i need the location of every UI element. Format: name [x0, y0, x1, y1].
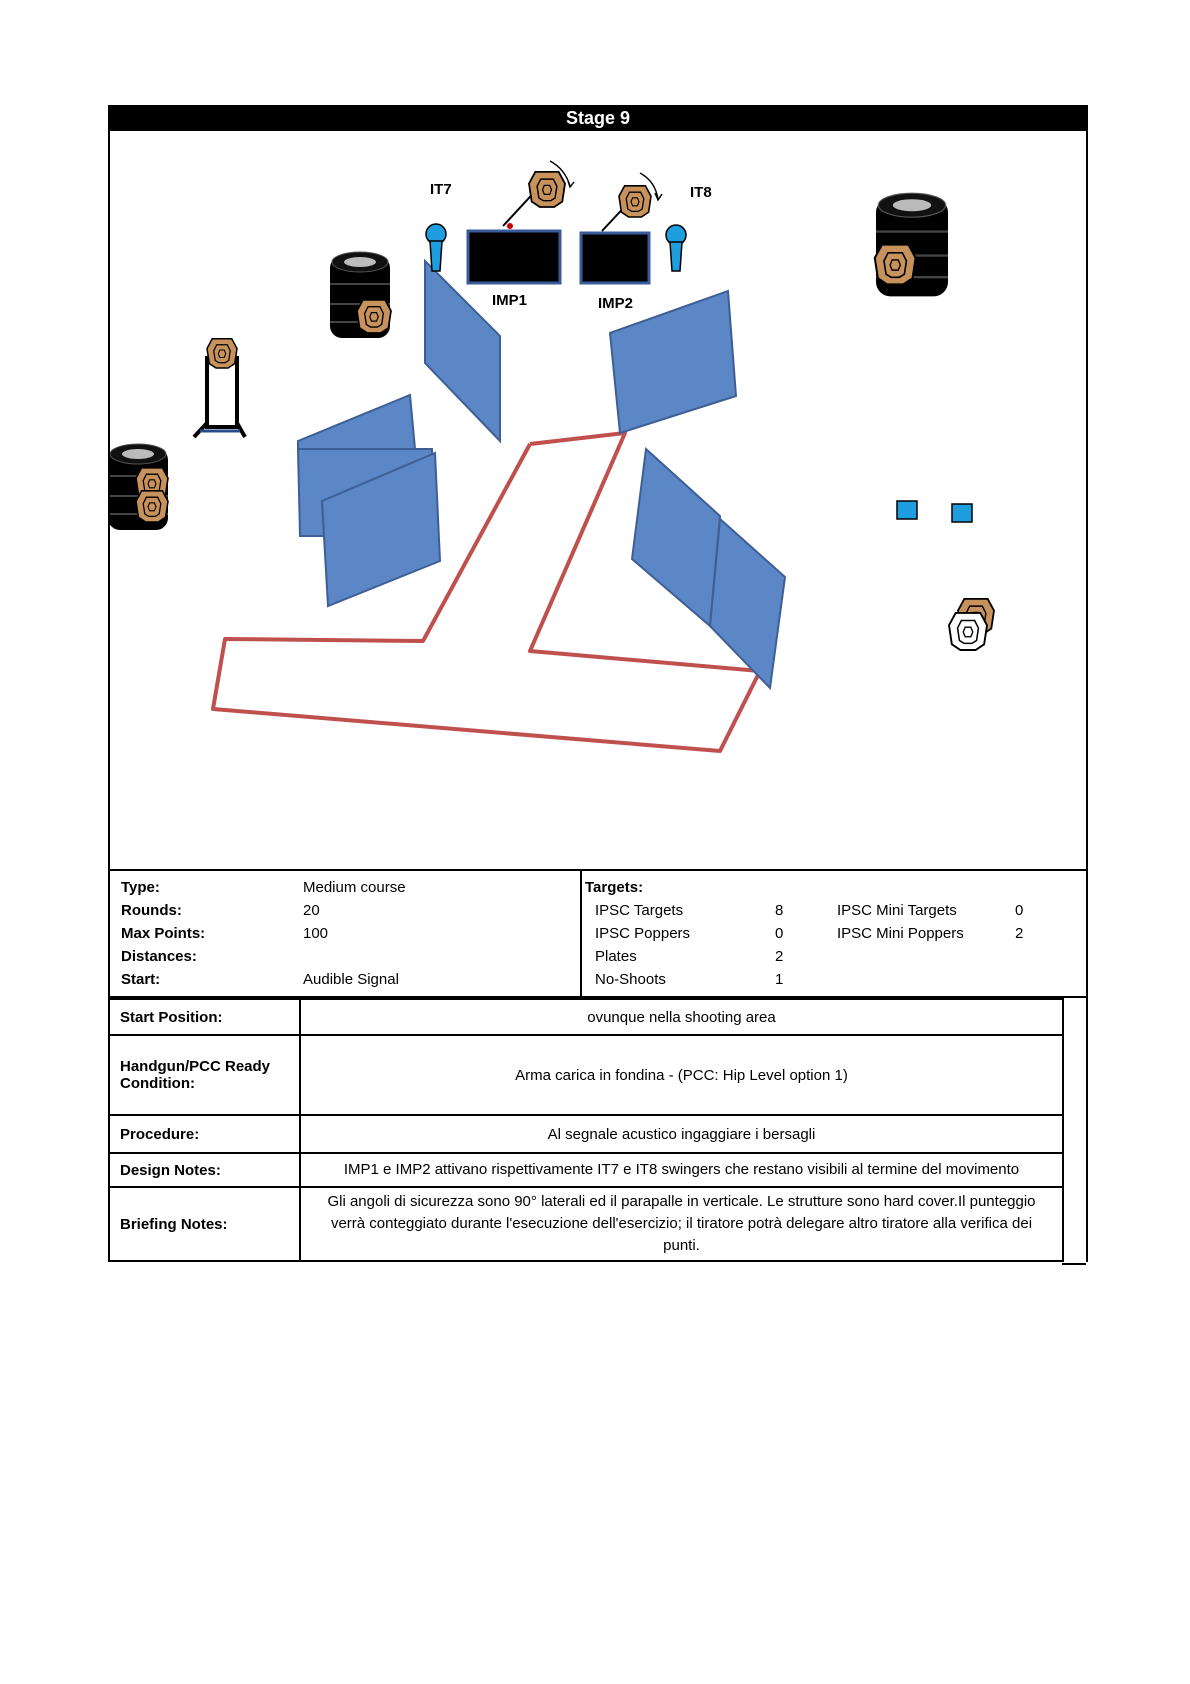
notes-row [109, 1115, 1063, 1153]
ipsc-targets-value: 8 [775, 902, 784, 919]
wall-panel [710, 519, 785, 688]
label-it7: IT7 [430, 181, 452, 198]
rounds-label: Rounds: [121, 902, 182, 919]
ipsc-targets-label: IPSC Targets [595, 902, 684, 919]
targets-label: Targets: [585, 879, 644, 896]
design-notes-value: IMP1 e IMP2 attivano rispettivamente IT7 e IT8 swingers che restano visibili al termine del movimento [300, 1153, 1063, 1187]
type-label: Type: [121, 879, 160, 896]
notes-row [109, 1035, 1063, 1115]
stage-notes [108, 998, 1088, 1262]
noshoots-label: No-Shoots [595, 971, 666, 988]
ipsc-poppers-label: IPSC Poppers [595, 925, 691, 942]
wall-panel [298, 395, 415, 449]
target-noshoot-icon [949, 599, 994, 650]
ipsc-poppers-value: 0 [775, 925, 784, 942]
label-imp2: IMP2 [598, 295, 634, 312]
distances-label: Distances: [121, 948, 197, 965]
procedure-value: Al segnale acustico ingaggiare i bersagli [300, 1115, 1063, 1153]
notes-row [109, 999, 1063, 1035]
briefing-notes-value: Gli angoli di sicurezza sono 90° laterali ed il parapalle in verticale. Le strutture sono hard cover.Il punteggio verrà conteggiato durante l'esecuzione dell'esercizio; il tiratore potrà delegare altro tiratore alla verifica dei punti. [300, 1187, 1063, 1261]
barrel-target-icon [875, 193, 948, 296]
noshoots-value: 1 [775, 971, 784, 988]
imp1-box [468, 231, 560, 283]
barrel-target-icon [330, 252, 391, 338]
start-value: Audible Signal [303, 971, 399, 988]
barrel-target-icon [110, 444, 168, 530]
briefing-notes-label: Briefing Notes: [109, 1187, 300, 1261]
type-value: Medium course [303, 879, 406, 896]
start-position-value: ovunque nella shooting area [300, 999, 1063, 1035]
mini-popper-icon [666, 225, 686, 271]
label-it8: IT8 [690, 184, 712, 201]
mini-targets-label: IPSC Mini Targets [837, 902, 957, 919]
stage-info [108, 871, 1088, 998]
stand-target-icon [194, 339, 245, 437]
wall-panel [425, 261, 500, 441]
maxpoints-value: 100 [303, 925, 329, 942]
maxpoints-label: Max Points: [121, 925, 206, 942]
mini-targets-value: 0 [1015, 902, 1024, 919]
design-notes-label: Design Notes: [109, 1153, 300, 1187]
plate-icon [952, 504, 972, 522]
ready-condition-value: Arma carica in fondina - (PCC: Hip Level option 1) [300, 1035, 1063, 1115]
plates-value: 2 [775, 948, 784, 965]
label-imp1: IMP1 [492, 292, 528, 309]
imp2-box [581, 233, 649, 283]
procedure-label: Procedure: [109, 1115, 300, 1153]
wall-panel [632, 449, 720, 626]
mini-poppers-value: 2 [1015, 925, 1024, 942]
notes-row [109, 1187, 1063, 1261]
plates-label: Plates [595, 948, 637, 965]
swinger-target-it8 [619, 186, 651, 217]
stage-diagram [108, 131, 1088, 871]
plate-icon [897, 501, 917, 519]
start-label: Start: [121, 971, 161, 988]
ready-condition-label: Handgun/PCC Ready Condition: [109, 1035, 300, 1115]
stage-title: Stage 9 [108, 105, 1088, 131]
mini-poppers-label: IPSC Mini Poppers [837, 925, 964, 942]
rounds-value: 20 [303, 902, 320, 919]
stage-sheet [108, 105, 1088, 1262]
swinger-target-it7 [529, 172, 565, 207]
start-position-label: Start Position: [109, 999, 300, 1035]
notes-row [109, 1153, 1063, 1187]
wall-panel [610, 291, 736, 433]
